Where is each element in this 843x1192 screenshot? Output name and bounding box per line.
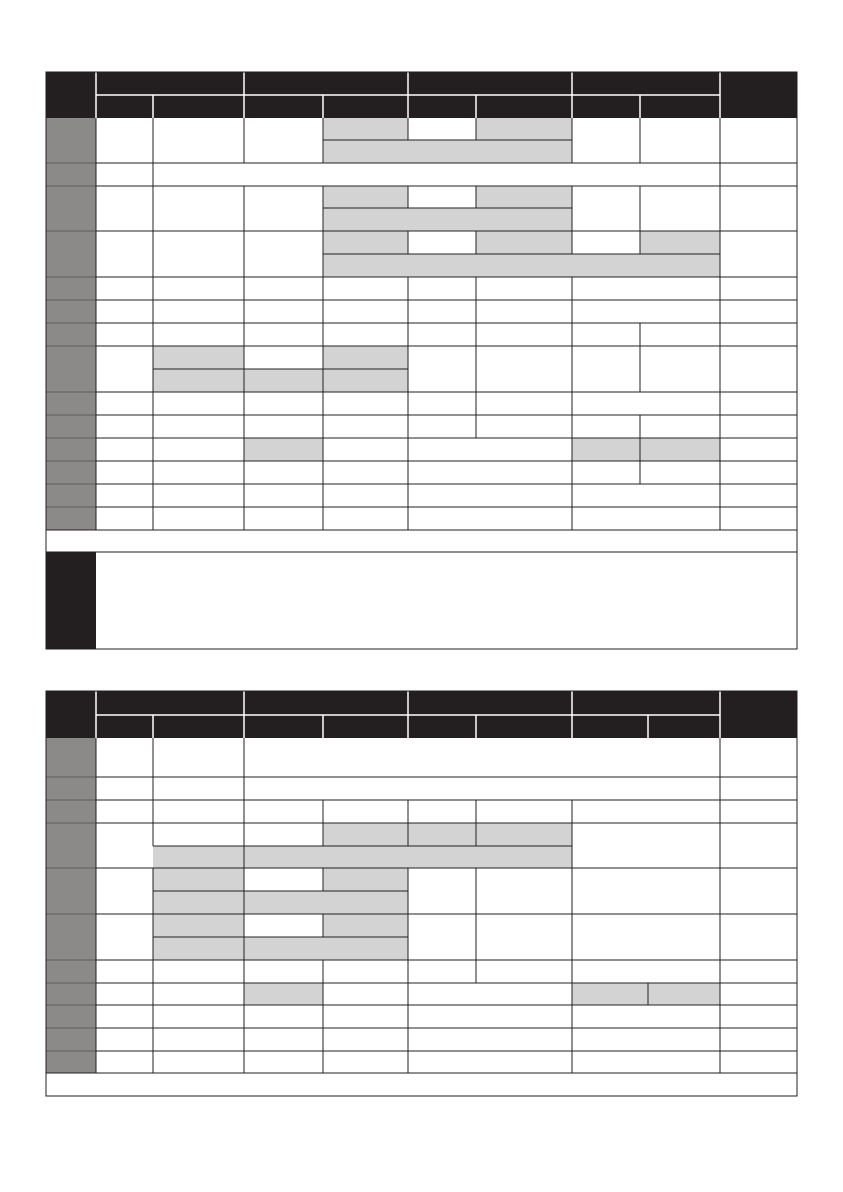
table-1-row-label-column <box>46 118 96 530</box>
table-2-row-label-column <box>46 738 96 1073</box>
table-1-footer-marker <box>46 552 96 649</box>
